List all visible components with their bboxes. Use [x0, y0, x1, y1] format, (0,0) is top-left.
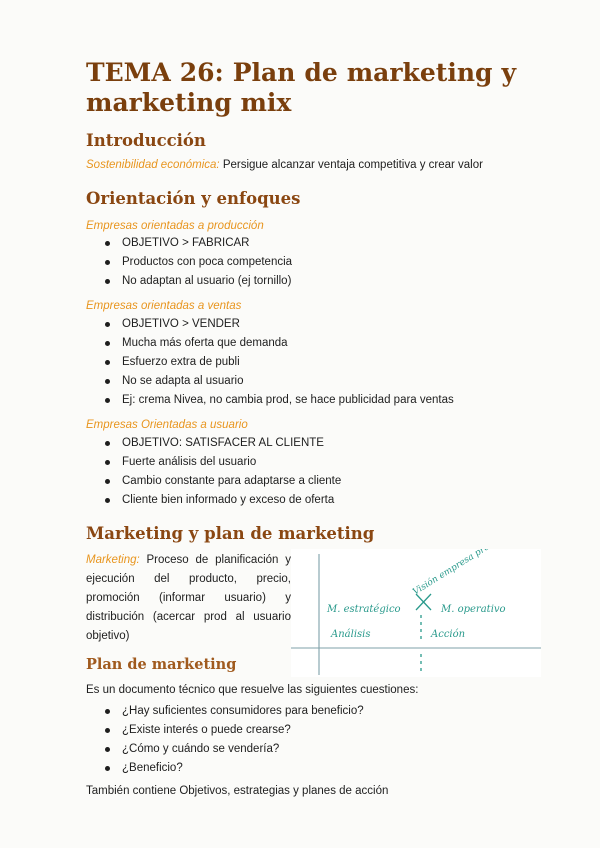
- list-item: ¿Hay suficientes consumidores para beneficio?: [86, 702, 364, 721]
- heading-orientacion: Orientación y enfoques: [86, 189, 301, 208]
- list-item: ¿Beneficio?: [86, 759, 364, 778]
- plan-intro: Es un documento técnico que resuelve las siguientes cuestiones:: [86, 684, 419, 696]
- sketch-label-top: Visión empresa prod: [411, 549, 497, 598]
- list-plan: [86, 702, 364, 778]
- sketch-label-left: M. estratégico: [327, 604, 401, 615]
- subtitle-ventas: Empresas orientadas a ventas: [86, 300, 242, 312]
- sketch-label-bottom-right: Acción: [431, 629, 466, 640]
- list-ventas: [86, 315, 454, 410]
- plan-outro: También contiene Objetivos, estrategias y planes de acción: [86, 785, 389, 797]
- page-title: TEMA 26: Plan de marketing y marketing mix: [86, 58, 516, 117]
- list-item: ¿Existe interés o puede crearse?: [86, 721, 364, 740]
- list-item: Fuerte análisis del usuario: [86, 453, 341, 472]
- list-usuario: [86, 434, 341, 510]
- list-item: Esfuerzo extra de publi: [86, 353, 454, 372]
- heading-introduccion: Introducción: [86, 131, 206, 150]
- marketing-paragraph: [86, 551, 291, 646]
- list-item: Cliente bien informado y exceso de oferta: [86, 491, 341, 510]
- list-item: No adaptan al usuario (ej tornillo): [86, 272, 292, 291]
- sketch-diagram: [291, 549, 541, 677]
- intro-line: [86, 158, 483, 173]
- list-item: Mucha más oferta que demanda: [86, 334, 454, 353]
- list-item: ¿Cómo y cuándo se vendería?: [86, 740, 364, 759]
- marketing-text: Proceso de planificación y ejecución del producto, precio, promoción (informar usuario) y distribución (acercar prod al usuario objetivo): [86, 554, 291, 642]
- sketch-label-right: M. operativo: [441, 604, 506, 615]
- heading-plan: Plan de marketing: [86, 656, 237, 673]
- list-item: OBJETIVO > VENDER: [86, 315, 454, 334]
- subtitle-produccion: Empresas orientadas a producción: [86, 220, 264, 232]
- list-item: Cambio constante para adaptarse a cliente: [86, 472, 341, 491]
- heading-marketing: Marketing y plan de marketing: [86, 524, 375, 543]
- list-produccion: [86, 234, 292, 291]
- handwritten-sketch: [291, 549, 541, 677]
- list-item: OBJETIVO: SATISFACER AL CLIENTE: [86, 434, 341, 453]
- list-item: Ej: crema Nivea, no cambia prod, se hace publicidad para ventas: [86, 391, 454, 410]
- list-item: OBJETIVO > FABRICAR: [86, 234, 292, 253]
- intro-term: Sostenibilidad económica:: [86, 159, 220, 171]
- list-item: Productos con poca competencia: [86, 253, 292, 272]
- subtitle-usuario: Empresas Orientadas a usuario: [86, 419, 248, 431]
- list-item: No se adapta al usuario: [86, 372, 454, 391]
- intro-text: Persigue alcanzar ventaja competitiva y crear valor: [222, 159, 483, 171]
- sketch-label-bottom-left: Análisis: [331, 629, 371, 640]
- marketing-term: Marketing:: [86, 554, 140, 566]
